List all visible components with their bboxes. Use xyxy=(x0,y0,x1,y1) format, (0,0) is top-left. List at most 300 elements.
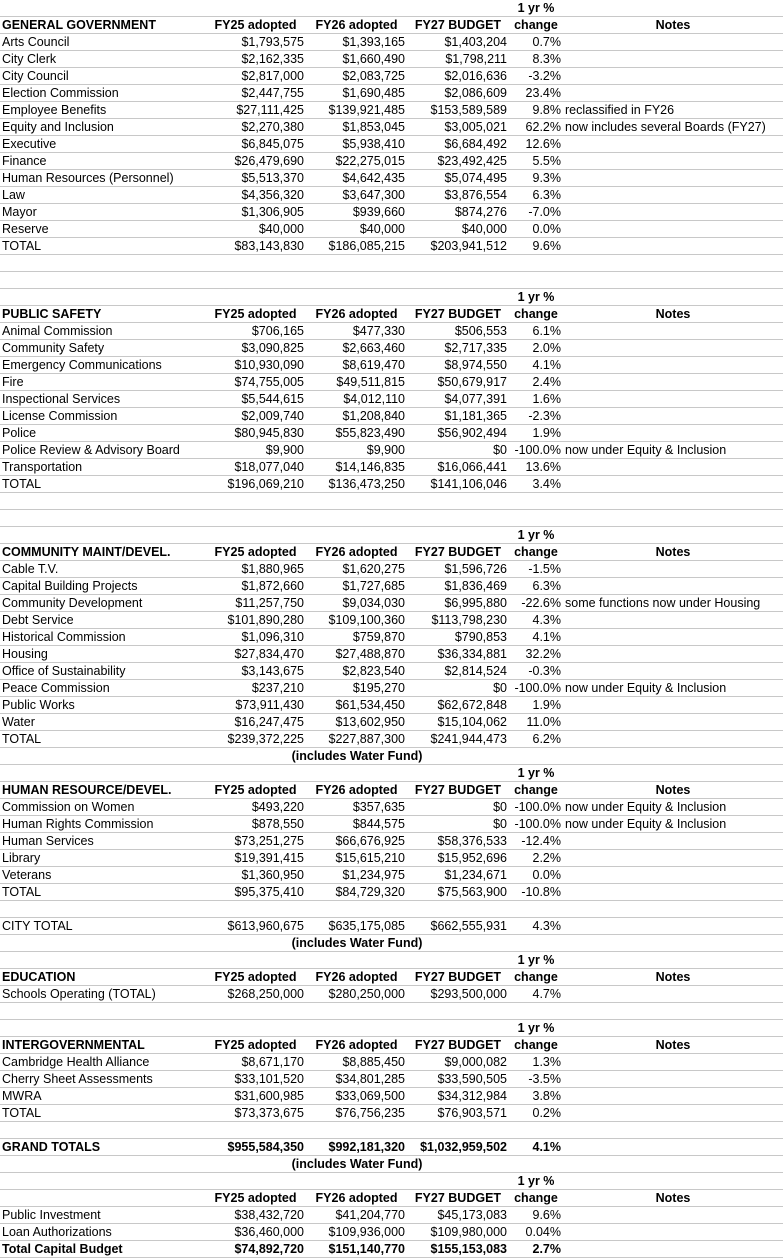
fy26-value[interactable]: $13,602,950 xyxy=(306,714,407,731)
pct-change[interactable]: -10.8% xyxy=(509,884,563,901)
note-cell[interactable] xyxy=(563,408,783,425)
fy27-value[interactable]: $40,000 xyxy=(407,221,509,238)
fy26-value[interactable]: $3,647,300 xyxy=(306,187,407,204)
empty-cell[interactable] xyxy=(407,901,509,918)
pct-change[interactable]: 13.6% xyxy=(509,459,563,476)
pct-change[interactable]: 6.2% xyxy=(509,731,563,748)
note-cell[interactable] xyxy=(563,85,783,102)
fy26-value[interactable]: $61,534,450 xyxy=(306,697,407,714)
note-cell[interactable] xyxy=(563,374,783,391)
row-label[interactable]: Human Resources (Personnel) xyxy=(0,170,205,187)
note-cell[interactable] xyxy=(563,34,783,51)
fy26-value[interactable]: $66,676,925 xyxy=(306,833,407,850)
row-label[interactable]: Total Capital Budget xyxy=(0,1241,205,1258)
pct-header-bottom[interactable]: change xyxy=(509,782,563,799)
pct-change[interactable]: 4.1% xyxy=(509,357,563,374)
fy27-value[interactable]: $241,944,473 xyxy=(407,731,509,748)
empty-cell[interactable] xyxy=(509,935,563,952)
footnote[interactable]: (includes Water Fund) xyxy=(205,748,509,765)
fy27-value[interactable]: $506,553 xyxy=(407,323,509,340)
empty-cell[interactable] xyxy=(407,0,509,17)
fy27-value[interactable]: $15,104,062 xyxy=(407,714,509,731)
fy27-value[interactable]: $2,016,636 xyxy=(407,68,509,85)
pct-change[interactable]: -7.0% xyxy=(509,204,563,221)
pct-change[interactable]: 32.2% xyxy=(509,646,563,663)
row-label[interactable]: Historical Commission xyxy=(0,629,205,646)
fy25-value[interactable]: $33,101,520 xyxy=(205,1071,306,1088)
fy25-value[interactable]: $2,817,000 xyxy=(205,68,306,85)
fy26-header[interactable]: FY26 adopted xyxy=(306,1037,407,1054)
fy25-value[interactable]: $1,096,310 xyxy=(205,629,306,646)
fy27-value[interactable]: $56,902,494 xyxy=(407,425,509,442)
pct-change[interactable]: -100.0% xyxy=(509,816,563,833)
note-cell[interactable] xyxy=(563,68,783,85)
fy25-value[interactable]: $268,250,000 xyxy=(205,986,306,1003)
note-cell[interactable] xyxy=(563,833,783,850)
empty-cell[interactable] xyxy=(509,901,563,918)
fy25-header[interactable]: FY25 adopted xyxy=(205,1190,306,1207)
row-label[interactable]: City Council xyxy=(0,68,205,85)
fy27-value[interactable]: $50,679,917 xyxy=(407,374,509,391)
note-cell[interactable] xyxy=(563,51,783,68)
fy26-header[interactable]: FY26 adopted xyxy=(306,17,407,34)
fy26-value[interactable]: $1,853,045 xyxy=(306,119,407,136)
empty-cell[interactable] xyxy=(563,272,783,289)
note-cell[interactable] xyxy=(563,731,783,748)
fy27-value[interactable]: $1,403,204 xyxy=(407,34,509,51)
fy27-value[interactable]: $1,596,726 xyxy=(407,561,509,578)
empty-cell[interactable] xyxy=(306,510,407,527)
note-cell[interactable] xyxy=(563,663,783,680)
row-label[interactable]: Loan Authorizations xyxy=(0,1224,205,1241)
note-cell[interactable] xyxy=(563,170,783,187)
pct-change[interactable]: -100.0% xyxy=(509,442,563,459)
note-cell[interactable] xyxy=(563,221,783,238)
row-label[interactable]: TOTAL xyxy=(0,238,205,255)
fy26-value[interactable]: $15,615,210 xyxy=(306,850,407,867)
pct-change[interactable]: 6.1% xyxy=(509,323,563,340)
empty-cell[interactable] xyxy=(407,255,509,272)
fy27-value[interactable]: $36,334,881 xyxy=(407,646,509,663)
empty-cell[interactable] xyxy=(563,1173,783,1190)
row-label[interactable]: GRAND TOTALS xyxy=(0,1139,205,1156)
pct-header-bottom[interactable]: change xyxy=(509,969,563,986)
fy25-value[interactable]: $80,945,830 xyxy=(205,425,306,442)
row-label[interactable]: Debt Service xyxy=(0,612,205,629)
empty-cell[interactable] xyxy=(407,1122,509,1139)
pct-header-bottom[interactable]: change xyxy=(509,544,563,561)
fy27-value[interactable]: $0 xyxy=(407,442,509,459)
note-cell[interactable] xyxy=(563,340,783,357)
fy25-value[interactable]: $1,880,965 xyxy=(205,561,306,578)
fy26-value[interactable]: $939,660 xyxy=(306,204,407,221)
note-cell[interactable] xyxy=(563,578,783,595)
note-cell[interactable] xyxy=(563,357,783,374)
row-label[interactable]: Executive xyxy=(0,136,205,153)
note-cell[interactable] xyxy=(563,714,783,731)
row-label[interactable]: Schools Operating (TOTAL) xyxy=(0,986,205,1003)
note-cell[interactable]: now includes several Boards (FY27) xyxy=(563,119,783,136)
pct-change[interactable]: 62.2% xyxy=(509,119,563,136)
row-label[interactable]: Equity and Inclusion xyxy=(0,119,205,136)
empty-cell[interactable] xyxy=(0,1003,205,1020)
fy26-value[interactable]: $49,511,815 xyxy=(306,374,407,391)
fy25-header[interactable]: FY25 adopted xyxy=(205,17,306,34)
fy25-value[interactable]: $73,911,430 xyxy=(205,697,306,714)
note-cell[interactable]: reclassified in FY26 xyxy=(563,102,783,119)
pct-change[interactable]: 4.3% xyxy=(509,918,563,935)
footnote[interactable]: (includes Water Fund) xyxy=(205,1156,509,1173)
note-cell[interactable] xyxy=(563,238,783,255)
fy27-value[interactable]: $1,032,959,502 xyxy=(407,1139,509,1156)
row-label[interactable]: Inspectional Services xyxy=(0,391,205,408)
fy26-header[interactable]: FY26 adopted xyxy=(306,969,407,986)
fy26-value[interactable]: $34,801,285 xyxy=(306,1071,407,1088)
row-label[interactable]: License Commission xyxy=(0,408,205,425)
empty-cell[interactable] xyxy=(306,289,407,306)
fy27-value[interactable]: $0 xyxy=(407,680,509,697)
pct-change[interactable]: -12.4% xyxy=(509,833,563,850)
fy25-value[interactable]: $40,000 xyxy=(205,221,306,238)
fy25-value[interactable]: $19,391,415 xyxy=(205,850,306,867)
fy27-value[interactable]: $4,077,391 xyxy=(407,391,509,408)
fy27-value[interactable]: $76,903,571 xyxy=(407,1105,509,1122)
fy27-value[interactable]: $3,005,021 xyxy=(407,119,509,136)
note-cell[interactable] xyxy=(563,884,783,901)
row-label[interactable]: Community Development xyxy=(0,595,205,612)
empty-cell[interactable] xyxy=(563,1156,783,1173)
empty-cell[interactable] xyxy=(509,493,563,510)
fy26-value[interactable]: $1,234,975 xyxy=(306,867,407,884)
pct-header-top[interactable]: 1 yr % xyxy=(509,527,563,544)
empty-cell[interactable] xyxy=(205,1173,306,1190)
fy25-value[interactable]: $8,671,170 xyxy=(205,1054,306,1071)
row-label[interactable]: Housing xyxy=(0,646,205,663)
pct-header-bottom[interactable]: change xyxy=(509,17,563,34)
fy26-value[interactable]: $84,729,320 xyxy=(306,884,407,901)
fy25-value[interactable]: $18,077,040 xyxy=(205,459,306,476)
fy27-value[interactable]: $2,717,335 xyxy=(407,340,509,357)
pct-change[interactable]: 4.1% xyxy=(509,629,563,646)
empty-cell[interactable] xyxy=(306,901,407,918)
fy27-value[interactable]: $6,995,880 xyxy=(407,595,509,612)
fy25-value[interactable]: $83,143,830 xyxy=(205,238,306,255)
row-label[interactable]: TOTAL xyxy=(0,731,205,748)
fy25-value[interactable]: $101,890,280 xyxy=(205,612,306,629)
note-cell[interactable]: some functions now under Housing xyxy=(563,595,783,612)
empty-cell[interactable] xyxy=(0,255,205,272)
fy26-value[interactable]: $1,660,490 xyxy=(306,51,407,68)
fy25-value[interactable]: $1,793,575 xyxy=(205,34,306,51)
fy25-header[interactable]: FY25 adopted xyxy=(205,544,306,561)
row-label[interactable]: Human Rights Commission xyxy=(0,816,205,833)
fy25-value[interactable]: $31,600,985 xyxy=(205,1088,306,1105)
pct-change[interactable]: 8.3% xyxy=(509,51,563,68)
notes-header[interactable]: Notes xyxy=(563,969,783,986)
fy25-value[interactable]: $11,257,750 xyxy=(205,595,306,612)
empty-cell[interactable] xyxy=(563,935,783,952)
pct-change[interactable]: -0.3% xyxy=(509,663,563,680)
fy25-header[interactable]: FY25 adopted xyxy=(205,306,306,323)
pct-change[interactable]: 4.1% xyxy=(509,1139,563,1156)
pct-change[interactable]: 9.6% xyxy=(509,238,563,255)
fy26-value[interactable]: $22,275,015 xyxy=(306,153,407,170)
note-cell[interactable] xyxy=(563,867,783,884)
notes-header[interactable]: Notes xyxy=(563,306,783,323)
note-cell[interactable] xyxy=(563,425,783,442)
row-label[interactable]: Reserve xyxy=(0,221,205,238)
empty-cell[interactable] xyxy=(407,1020,509,1037)
fy25-value[interactable]: $26,479,690 xyxy=(205,153,306,170)
row-label[interactable]: Commission on Women xyxy=(0,799,205,816)
empty-cell[interactable] xyxy=(306,272,407,289)
fy26-value[interactable]: $195,270 xyxy=(306,680,407,697)
empty-cell[interactable] xyxy=(509,748,563,765)
empty-cell[interactable] xyxy=(205,255,306,272)
pct-change[interactable]: 9.6% xyxy=(509,1207,563,1224)
fy27-value[interactable]: $3,876,554 xyxy=(407,187,509,204)
pct-change[interactable]: -100.0% xyxy=(509,680,563,697)
fy26-value[interactable]: $992,181,320 xyxy=(306,1139,407,1156)
empty-cell[interactable] xyxy=(205,289,306,306)
empty-cell[interactable] xyxy=(509,1156,563,1173)
row-label[interactable]: Employee Benefits xyxy=(0,102,205,119)
empty-cell[interactable] xyxy=(0,1173,205,1190)
empty-cell[interactable] xyxy=(306,765,407,782)
note-cell[interactable] xyxy=(563,629,783,646)
fy26-value[interactable]: $280,250,000 xyxy=(306,986,407,1003)
fy27-value[interactable]: $75,563,900 xyxy=(407,884,509,901)
fy26-value[interactable]: $76,756,235 xyxy=(306,1105,407,1122)
fy26-value[interactable]: $5,938,410 xyxy=(306,136,407,153)
note-cell[interactable] xyxy=(563,1224,783,1241)
fy27-value[interactable]: $109,980,000 xyxy=(407,1224,509,1241)
fy27-value[interactable]: $2,814,524 xyxy=(407,663,509,680)
fy26-header[interactable]: FY26 adopted xyxy=(306,1190,407,1207)
fy25-value[interactable]: $74,892,720 xyxy=(205,1241,306,1258)
note-cell[interactable] xyxy=(563,187,783,204)
row-label[interactable]: Public Works xyxy=(0,697,205,714)
note-cell[interactable] xyxy=(563,459,783,476)
fy26-value[interactable]: $2,083,725 xyxy=(306,68,407,85)
fy26-value[interactable]: $1,208,840 xyxy=(306,408,407,425)
empty-cell[interactable] xyxy=(0,510,205,527)
fy27-value[interactable]: $874,276 xyxy=(407,204,509,221)
fy25-value[interactable]: $1,360,950 xyxy=(205,867,306,884)
fy25-value[interactable]: $5,513,370 xyxy=(205,170,306,187)
fy26-value[interactable]: $4,642,435 xyxy=(306,170,407,187)
row-label[interactable]: MWRA xyxy=(0,1088,205,1105)
row-label[interactable]: Finance xyxy=(0,153,205,170)
row-label[interactable]: Cable T.V. xyxy=(0,561,205,578)
empty-cell[interactable] xyxy=(306,1020,407,1037)
fy27-header[interactable]: FY27 BUDGET xyxy=(407,306,509,323)
fy27-header[interactable]: FY27 BUDGET xyxy=(407,1190,509,1207)
section-title[interactable]: GENERAL GOVERNMENT xyxy=(0,17,205,34)
fy27-value[interactable]: $153,589,589 xyxy=(407,102,509,119)
note-cell[interactable] xyxy=(563,612,783,629)
pct-change[interactable]: 23.4% xyxy=(509,85,563,102)
empty-cell[interactable] xyxy=(0,1122,205,1139)
row-label[interactable]: Animal Commission xyxy=(0,323,205,340)
empty-cell[interactable] xyxy=(407,510,509,527)
fy27-header[interactable]: FY27 BUDGET xyxy=(407,969,509,986)
fy26-value[interactable]: $109,936,000 xyxy=(306,1224,407,1241)
pct-change[interactable]: 9.3% xyxy=(509,170,563,187)
fy25-value[interactable]: $4,356,320 xyxy=(205,187,306,204)
pct-header-bottom[interactable]: change xyxy=(509,1190,563,1207)
pct-change[interactable]: 0.0% xyxy=(509,221,563,238)
row-label[interactable]: Police Review & Advisory Board xyxy=(0,442,205,459)
empty-cell[interactable] xyxy=(407,289,509,306)
fy26-value[interactable]: $14,146,835 xyxy=(306,459,407,476)
empty-cell[interactable] xyxy=(0,748,205,765)
pct-header-top[interactable]: 1 yr % xyxy=(509,0,563,17)
fy26-value[interactable]: $4,012,110 xyxy=(306,391,407,408)
note-cell[interactable]: now under Equity & Inclusion xyxy=(563,442,783,459)
section-title[interactable] xyxy=(0,1190,205,1207)
empty-cell[interactable] xyxy=(205,527,306,544)
fy26-value[interactable]: $1,690,485 xyxy=(306,85,407,102)
pct-change[interactable]: 11.0% xyxy=(509,714,563,731)
pct-change[interactable]: 9.8% xyxy=(509,102,563,119)
pct-change[interactable]: 12.6% xyxy=(509,136,563,153)
fy27-header[interactable]: FY27 BUDGET xyxy=(407,782,509,799)
row-label[interactable]: Arts Council xyxy=(0,34,205,51)
section-title[interactable]: PUBLIC SAFETY xyxy=(0,306,205,323)
empty-cell[interactable] xyxy=(205,765,306,782)
fy25-value[interactable]: $73,373,675 xyxy=(205,1105,306,1122)
note-cell[interactable] xyxy=(563,561,783,578)
fy26-value[interactable]: $1,620,275 xyxy=(306,561,407,578)
fy27-header[interactable]: FY27 BUDGET xyxy=(407,544,509,561)
empty-cell[interactable] xyxy=(205,1020,306,1037)
pct-header-top[interactable]: 1 yr % xyxy=(509,765,563,782)
empty-cell[interactable] xyxy=(563,255,783,272)
fy26-value[interactable]: $41,204,770 xyxy=(306,1207,407,1224)
fy25-value[interactable]: $95,375,410 xyxy=(205,884,306,901)
empty-cell[interactable] xyxy=(306,493,407,510)
row-label[interactable]: Cherry Sheet Assessments xyxy=(0,1071,205,1088)
fy25-value[interactable]: $196,069,210 xyxy=(205,476,306,493)
empty-cell[interactable] xyxy=(407,1173,509,1190)
fy25-value[interactable]: $2,270,380 xyxy=(205,119,306,136)
empty-cell[interactable] xyxy=(407,952,509,969)
fy25-value[interactable]: $74,755,005 xyxy=(205,374,306,391)
empty-cell[interactable] xyxy=(563,289,783,306)
row-label[interactable]: Election Commission xyxy=(0,85,205,102)
fy27-value[interactable]: $293,500,000 xyxy=(407,986,509,1003)
empty-cell[interactable] xyxy=(563,748,783,765)
empty-cell[interactable] xyxy=(306,952,407,969)
pct-change[interactable]: 6.3% xyxy=(509,187,563,204)
row-label[interactable]: Emergency Communications xyxy=(0,357,205,374)
empty-cell[interactable] xyxy=(563,901,783,918)
pct-change[interactable]: -3.2% xyxy=(509,68,563,85)
note-cell[interactable] xyxy=(563,1071,783,1088)
fy27-value[interactable]: $23,492,425 xyxy=(407,153,509,170)
fy26-value[interactable]: $2,663,460 xyxy=(306,340,407,357)
section-title[interactable]: COMMUNITY MAINT/DEVEL. xyxy=(0,544,205,561)
pct-change[interactable]: 2.0% xyxy=(509,340,563,357)
empty-cell[interactable] xyxy=(306,1003,407,1020)
fy27-value[interactable]: $33,590,505 xyxy=(407,1071,509,1088)
fy27-value[interactable]: $0 xyxy=(407,816,509,833)
row-label[interactable]: Police xyxy=(0,425,205,442)
fy26-value[interactable]: $2,823,540 xyxy=(306,663,407,680)
empty-cell[interactable] xyxy=(0,527,205,544)
empty-cell[interactable] xyxy=(0,935,205,952)
empty-cell[interactable] xyxy=(0,272,205,289)
pct-change[interactable]: -3.5% xyxy=(509,1071,563,1088)
row-label[interactable]: Mayor xyxy=(0,204,205,221)
empty-cell[interactable] xyxy=(205,0,306,17)
row-label[interactable]: Library xyxy=(0,850,205,867)
fy27-value[interactable]: $113,798,230 xyxy=(407,612,509,629)
fy25-value[interactable]: $27,834,470 xyxy=(205,646,306,663)
fy25-header[interactable]: FY25 adopted xyxy=(205,782,306,799)
notes-header[interactable]: Notes xyxy=(563,782,783,799)
empty-cell[interactable] xyxy=(205,901,306,918)
fy27-value[interactable]: $45,173,083 xyxy=(407,1207,509,1224)
note-cell[interactable]: now under Equity & Inclusion xyxy=(563,680,783,697)
fy25-header[interactable]: FY25 adopted xyxy=(205,969,306,986)
note-cell[interactable] xyxy=(563,391,783,408)
pct-change[interactable]: 3.4% xyxy=(509,476,563,493)
empty-cell[interactable] xyxy=(407,527,509,544)
footnote[interactable]: (includes Water Fund) xyxy=(205,935,509,952)
empty-cell[interactable] xyxy=(563,527,783,544)
section-title[interactable]: HUMAN RESOURCE/DEVEL. xyxy=(0,782,205,799)
notes-header[interactable]: Notes xyxy=(563,1190,783,1207)
fy25-value[interactable]: $1,306,905 xyxy=(205,204,306,221)
fy25-value[interactable]: $27,111,425 xyxy=(205,102,306,119)
fy25-value[interactable]: $2,447,755 xyxy=(205,85,306,102)
fy27-value[interactable]: $203,941,512 xyxy=(407,238,509,255)
empty-cell[interactable] xyxy=(509,272,563,289)
pct-change[interactable]: 1.9% xyxy=(509,425,563,442)
fy27-value[interactable]: $155,153,083 xyxy=(407,1241,509,1258)
empty-cell[interactable] xyxy=(407,272,509,289)
note-cell[interactable] xyxy=(563,476,783,493)
empty-cell[interactable] xyxy=(563,0,783,17)
pct-change[interactable]: 0.04% xyxy=(509,1224,563,1241)
fy27-value[interactable]: $9,000,082 xyxy=(407,1054,509,1071)
fy25-value[interactable]: $493,220 xyxy=(205,799,306,816)
fy26-value[interactable]: $139,921,485 xyxy=(306,102,407,119)
row-label[interactable]: TOTAL xyxy=(0,476,205,493)
pct-header-bottom[interactable]: change xyxy=(509,306,563,323)
fy26-value[interactable]: $227,887,300 xyxy=(306,731,407,748)
fy27-value[interactable]: $8,974,550 xyxy=(407,357,509,374)
notes-header[interactable]: Notes xyxy=(563,544,783,561)
empty-cell[interactable] xyxy=(509,255,563,272)
empty-cell[interactable] xyxy=(563,1122,783,1139)
fy25-value[interactable]: $6,845,075 xyxy=(205,136,306,153)
pct-change[interactable]: 1.3% xyxy=(509,1054,563,1071)
empty-cell[interactable] xyxy=(0,952,205,969)
fy27-value[interactable]: $1,836,469 xyxy=(407,578,509,595)
fy25-value[interactable]: $239,372,225 xyxy=(205,731,306,748)
note-cell[interactable] xyxy=(563,323,783,340)
pct-change[interactable]: 0.2% xyxy=(509,1105,563,1122)
empty-cell[interactable] xyxy=(563,493,783,510)
empty-cell[interactable] xyxy=(407,493,509,510)
note-cell[interactable] xyxy=(563,153,783,170)
row-label[interactable]: Public Investment xyxy=(0,1207,205,1224)
fy26-value[interactable]: $186,085,215 xyxy=(306,238,407,255)
fy27-value[interactable]: $1,798,211 xyxy=(407,51,509,68)
